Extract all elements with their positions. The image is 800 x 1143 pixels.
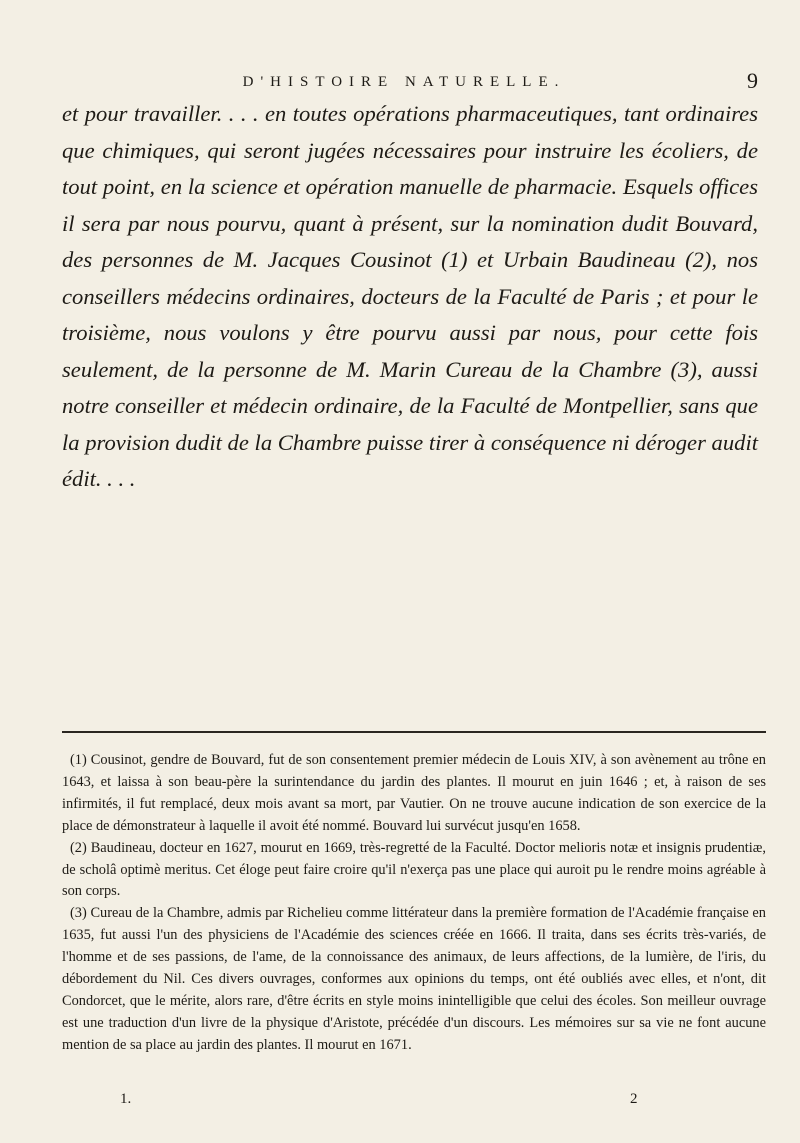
footnote-3: (3) Cureau de la Chambre, admis par Richelieu comme littérateur dans la première formation de l'Académie française en 1635, fut aussi l'un des physiciens de l'Académie des sciences créée en 1666. Il traita, dans ses écrits très-variés, de l'homme et de ses passions, de l'ame, de la connoissance des animaux, de leurs affections, de la lumière, de l'iris, du débordement du Nil. Ces divers ouvrages, conformes aux opinions du temps, ont été oubliés avec elles, et n'ont, dit Condorcet, que le mérite, alors rare, d'être écrits en style moins inintelligible que celui des écoles. Son meilleur ouvrage est une traduction d'un livre de la physique d'Aristote, précédée d'un discours. Les mémoires sur sa vie ne font aucune mention de sa place au jardin des plantes. Il mourut en 1671.	[62, 905, 766, 1053]
page-number: 9	[747, 68, 758, 93]
running-head	[0, 66, 800, 100]
main-paragraph: et pour travailler. . . . en toutes opérations pharmaceutiques, tant ordinaires que chimiques, qui seront jugées nécessaires pour instruire les écoliers, de tout point, en la science et opération manuelle de pharmacie. Esquels offices il sera par nous pourvu, quant à présent, sur la nomination dudit Bouvard, des personnes de M. Jacques Cousinot (1) et Urbain Baudineau (2), nos conseillers médecins ordinaires, docteurs de la Faculté de Paris ; et pour le troisième, nous voulons y être pourvu aussi par nous, pour cette fois seulement, de la personne de M. Marin Cureau de la Chambre (3), aussi notre conseiller et médecin ordinaire, de la Faculté de Montpellier, sans que la provision dudit de la Chambre puisse tirer à conséquence ni déroger audit édit. . . .	[62, 101, 758, 491]
footnote-separator	[62, 731, 766, 733]
footnote-1: (1) Cousinot, gendre de Bouvard, fut de son consentement premier médecin de Louis XIV, à son avènement au trône en 1643, et laissa à son beau-père la surintendance du jardin des plantes. Il mourut en juin 1646 ; et, à raison de ses infirmités, il fut remplacé, deux mois avant sa mort, par Vautier. On ne trouve aucune indication de son exercice de la place de démonstrateur à laquelle il avoit été nommé. Bouvard lui survécut jusqu'en 1658.	[62, 752, 766, 834]
signature-mark-2: 2	[630, 1091, 638, 1107]
main-text	[62, 96, 758, 498]
signature-marks	[0, 1091, 800, 1115]
footnotes	[62, 750, 766, 1057]
signature-mark-1: 1.	[120, 1091, 132, 1107]
footnote-2: (2) Baudineau, docteur en 1627, mourut en 1669, très-regretté de la Faculté. Doctor melioris notæ et insignis prudentiæ, de scholâ optimè meritus. Cet éloge peut faire croire qu'il n'exerça pas une place qui auroit pu le rendre moins agréable à son corps.	[62, 839, 766, 900]
running-title: D'HISTOIRE NATURELLE.	[242, 74, 566, 90]
